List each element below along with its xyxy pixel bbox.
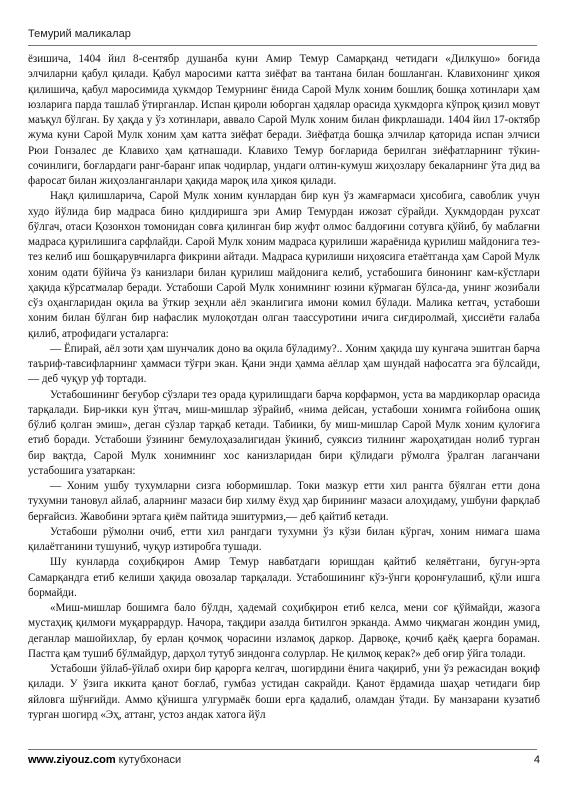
paragraph: Нақл қилишларича, Сарой Мулк хоним кунлардан бир кун ўз жамғармаси ҳисобига, савоблик учун худо йўлида бир мадраса бино қилдиришга эри Амир Темурдан ижозат сўрайди. Ҳукмдордан рухсат бўлгач, отаси Қозонхон томонидан совға қилинган бир жуфт олмос балдоғини сотувга қўйиб, бу маблағни мадраса қурилишига сарфлайди. Сарой Мулк хоним мадраса қурилиши жараёнида қурилиш майдонига тез-тез келиб иш бошқарувчиларга фикрини айтади. Мадраса қурилиши ниҳоясига етаётганда ҳам Сарой Мулк хоним одати бўйича ўз канизлари билан қурилиш майдонига келиб, устабошига бинонинг кам-кўстлари ҳақида кўрсатмалар беради. Устабоши Сарой Мулк хонимнинг юзини кўрмаган бўлса-да, унинг жозибали сўз оҳангларидан оқила ва ўткир зеҳнли аёл эканлигига имони комил бўлади. Малика кетгач, устабоши хоним билан бўлган бир нафаслик мулоқотдан олган таассуротини ичига сиғдиролмай, ҳиссиёти ғалаба қилиб, атрофидаги усталарга: [28,190,540,340]
paragraph: Устабошининг беғубор сўзлари тез орада қурилишдаги барча корфармон, уста ва мардикорлар орасида тарқалади. Бир-икки кун ўтгач, миш-мишлар зўрайиб, «нима дейсан, устабоши хонимга ғойибона ошиқ бўлиб қолган эмиш», деган сўзлар тарқаб кетади. Табиики, бу миш-мишлар Сарой Мулк хоним қулоғига етиб боради. Устабоши ўзининг бемулоҳазалигидан ўкиниб, суяксиз тилнинг жароҳатидан нолиб турган бир вақтда, Сарой Мулк хонимнинг хос канизларидан бири қўлидаги рўмолга ўралган лаганчани устабошига узатаркан: [28,388,540,477]
header-rule [28,45,537,46]
paragraph: — Хоним ушбу тухумларни сизга юбормишлар. Токи мазкур етти хил рангга бўялган етти дона тухумни тановул айлаб, аларнинг мазаси бир хилму ёхуд ҳар бирининг мазаси алоҳидаму, ушбуни фарқлаб берғайсиз. Жавобини эртага қиём пайтида эшитурмиз,— деб қайтиб кетади. [28,480,540,523]
paragraph: Шу кунларда соҳибқирон Амир Темур навбатдаги юришдан қайтиб келяётгани, бугун-эрта Самарқандга етиб келиши ҳақида овозалар тарқалади. Устабошининг кўз-ўнги қоронғулашиб, қўли ишга бормайди. [28,556,540,599]
paragraph: — Ёпирай, аёл зоти ҳам шунчалик доно ва оқила бўладиму?.. Хоним ҳақида шу кунгача эшитган барча таъриф-тавсифларнинг ҳаммаси тўғри экан. Қани энди ҳамма аёллар ҳам шундай нафосатга эга бўлсайди, — деб чуқур уф тортади. [28,342,540,386]
library-label: кутубхонаси [118,754,182,766]
body-text [28,52,540,742]
page-number: 4 [533,754,540,766]
running-title: Темурий маликалар [28,28,131,40]
paragraph: Устабоши ўйлаб-ўйлаб охири бир қарорга келгач, шогирдини ёнига чақириб, уни ўз режасидан воқиф қилади. У ўзига иккита қанот боғлаб, гумбаз устидан сакрайди. Қанот ёрдамида шаҳар четидаги бир яйловга шўнғийди. Аммо қўнишга улгурмаёк боши ерга қадалиб, оламдан ўтади. Бу манзарани кузатиб турган шогирд «Эҳ, аттанг, устоз андак хатога йўл [28,663,540,721]
footer-rule [28,749,537,750]
footer [28,754,540,766]
paragraph: ёзишича, 1404 йил 8-сентябр душанба куни Амир Темур Самарқанд четидаги «Дилкушо» боғида элчиларни қабул қилади. Қабул маросими катта зиёфат ва тантана билан бошланган. Клавихонинг ҳикоя қилишича, қабул маросимида ҳукмдор Темурнинг ёнида Сарой Мулк хоним бошлиқ бошқа хотинлари ҳам юзларига парда ташлаб ўтирганлар. Испан қироли юборган ҳадялар орасида ҳукмдорга кўпроқ қизил мовут маъқул бўлган. Бу ҳақда у ўз хотинлари, аввало Сарой Мулк хоним билан фикрлашади. 1404 йил 17-октябр жума куни Сарой Мулк хоним ҳам катта зиёфат беради. Зиёфатда бошқа элчилар қаторида испан элчиси Рюи Гонзалес де Клавихо ҳам қатнашади. Клавихо Темур боғларида берилган зиёфатларнинг тўкин-сочинлиги, боғлардаги ранг-баранг ипак чодирлар, ундаги олтин-кумуш жиҳозлару бекаларнинг ўта дид ва фаросат билан жиҳозланганлари ҳақида марoқ ила ҳикоя қилади. [28,53,540,187]
paragraph: «Миш-мишлар бошимга бало бўлдн, ҳадемай соҳибқирон етиб келса, мени сoғ қўймайди, жазога мустаҳиқ қилмоғи муқаррардур. Начора, тақдири азалда битилгон эрканда. Аммо чиқмаган жондин умид, деганлар машойихлар, бу ерлан қочмоқ чорасини изламоқ даркор. Дарвоқе, қочиб қаёқ қаерга бораман. Пастга қам тушиб бўлмайдур, дарҳол тутуб зиндонга солурлар. Не қилмоқ керак?» деб оғир ўйга толади. [28,602,540,660]
site-link[interactable]: www.ziyouz.com [28,754,116,766]
paragraph: Устабоши рўмолни очиб, етти хил рангдаги тухумни ўз кўзи билан кўргач, хоним нимага шама қилаётганини тушуниб, чуқур изтиробга тушади. [28,525,540,553]
